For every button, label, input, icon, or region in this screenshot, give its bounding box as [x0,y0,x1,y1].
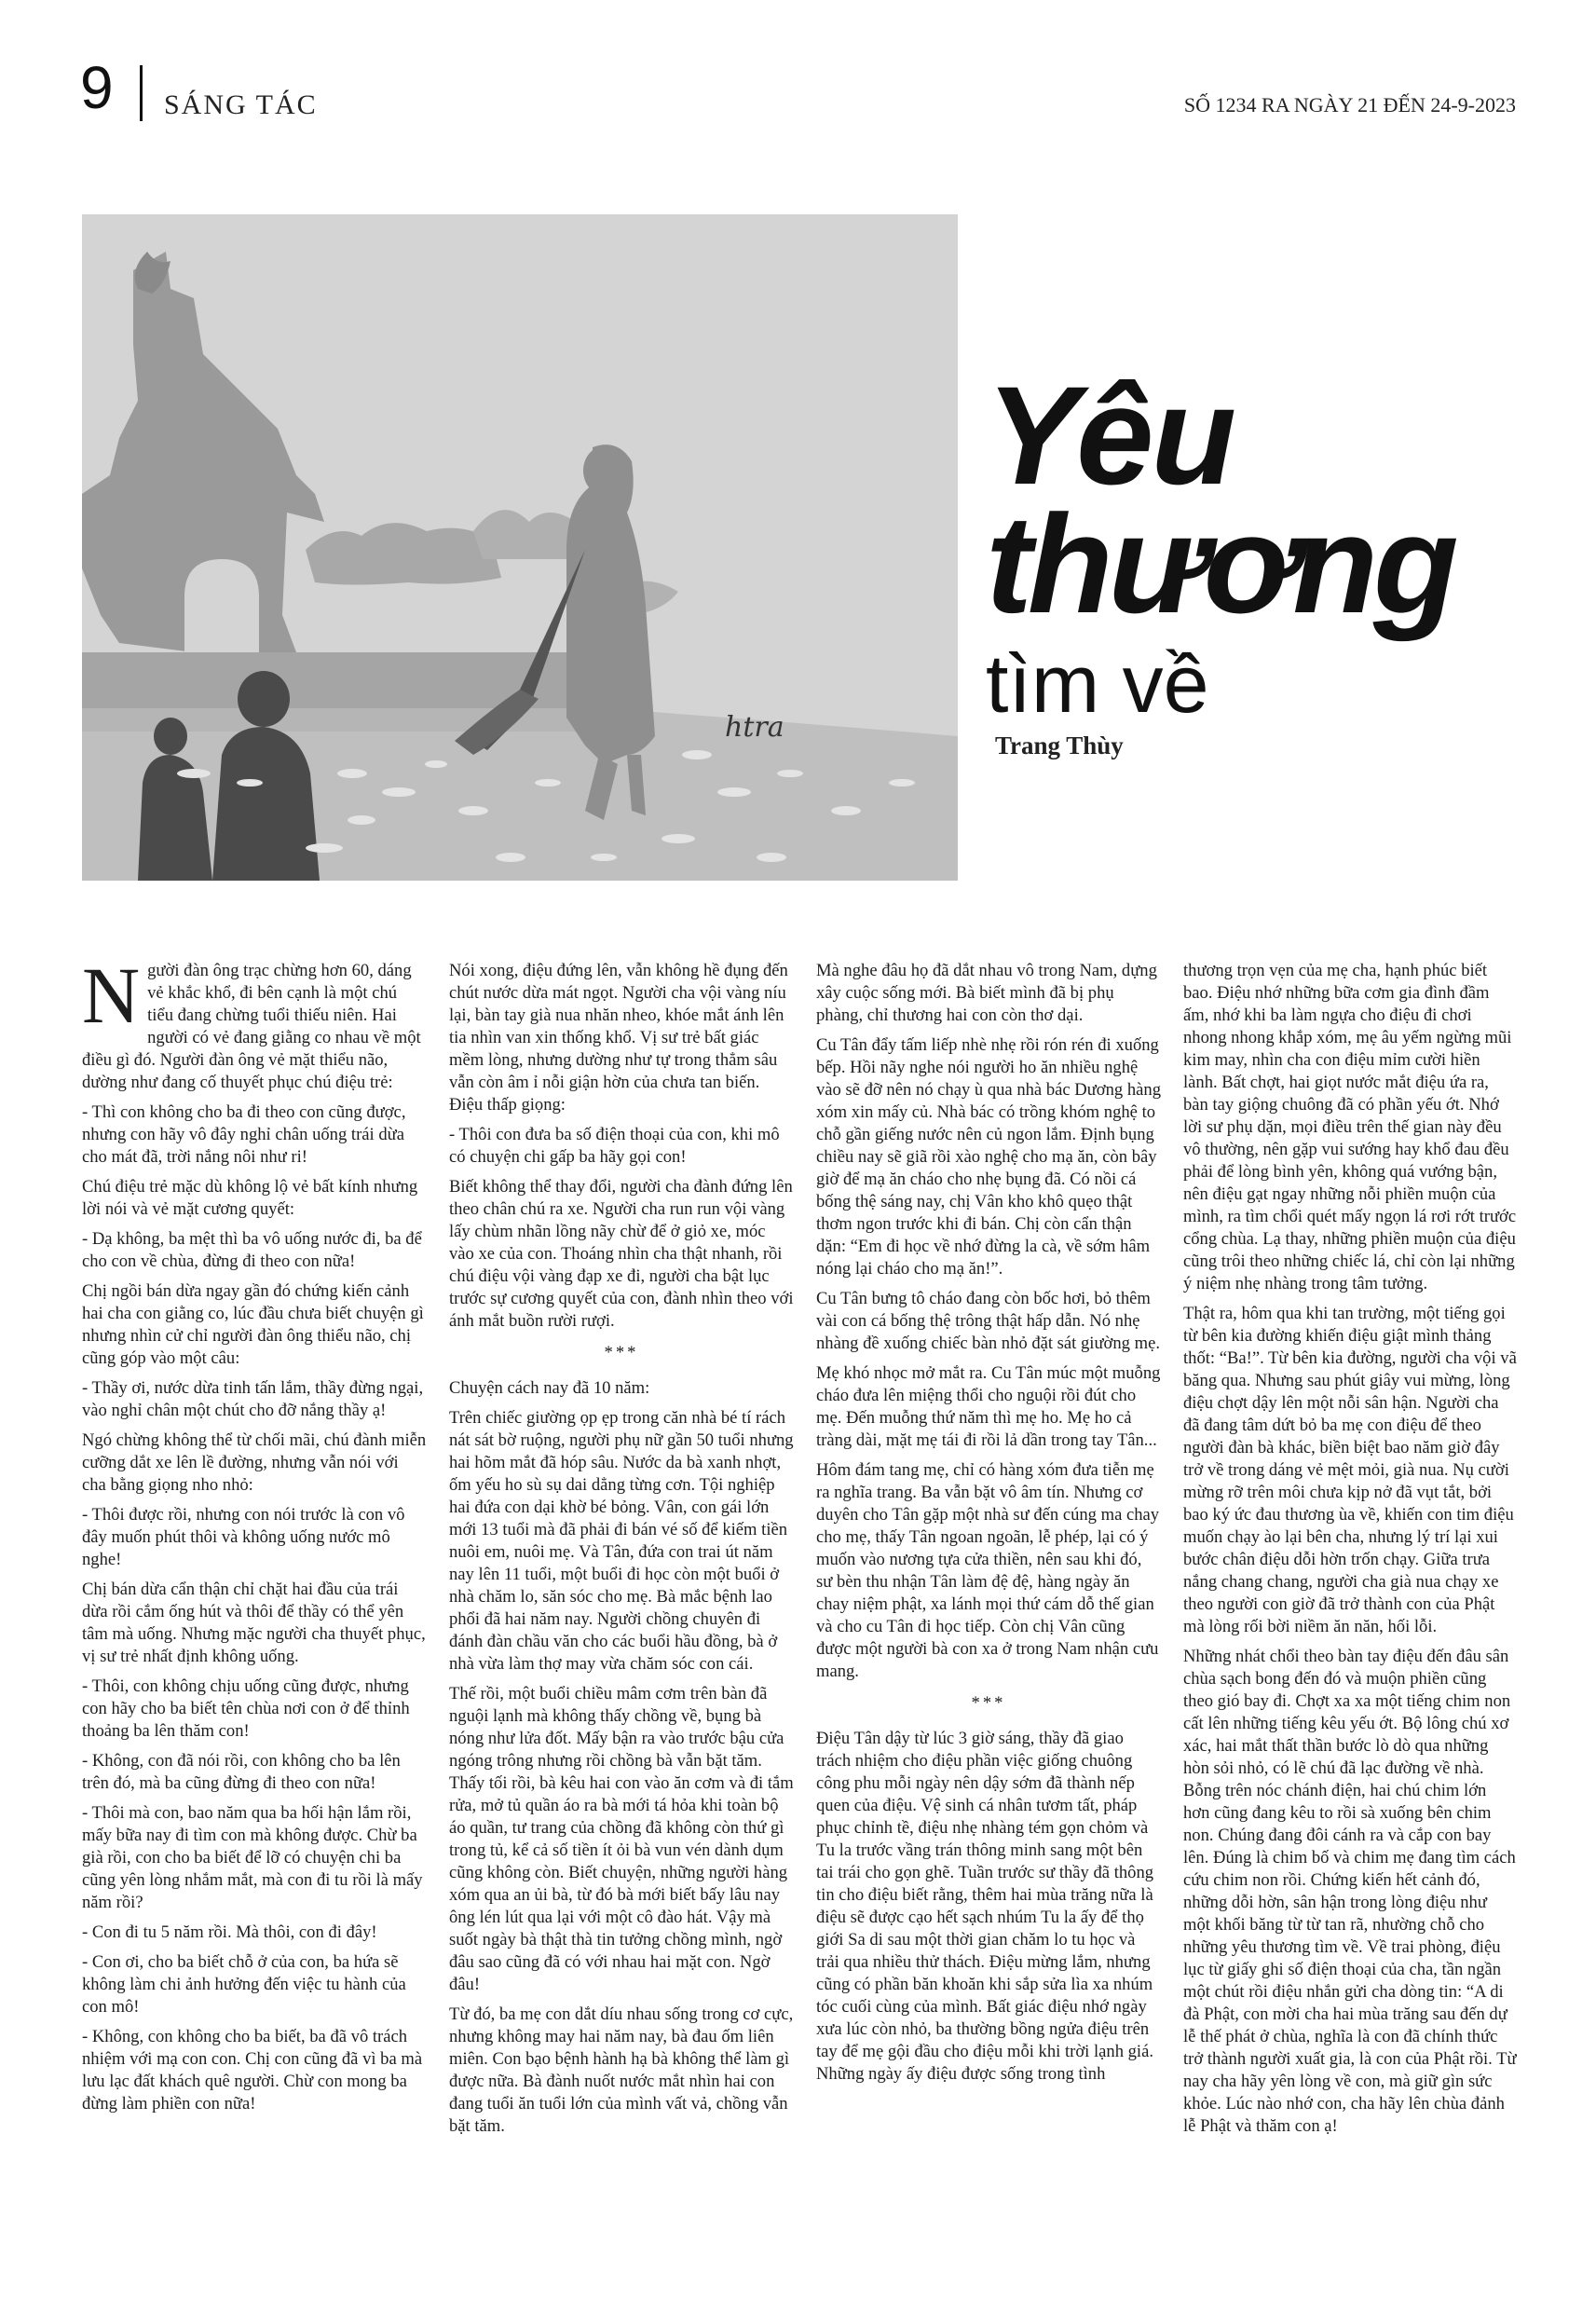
article-column-3 [816,960,1161,2093]
section-name: SÁNG TÁC [164,89,318,120]
paragraph: Những nhát chổi theo bàn tay điệu đến đâu sân chùa sạch bong đến đó và muộn phiền cũng theo gió bay đi. Chợt xa xa một tiếng chim non cất lên những tiếng kêu yếu ớt. Bộ lông chú xơ xác, hai mắt thất thần bước lò dò qua những hòn sỏi nhỏ, có lẽ chú đã lạc đường về nhà. Bỗng trên nóc chánh điện, hai chú chim lớn hơn cũng đang kêu to rồi sà xuống bên chim non. Chúng đang đôi cánh ra và cắp con bay lên. Đúng là chim bố và chim mẹ đang tìm cách cứu chim non rồi. Chứng kiến hết cảnh đó, những dỗi hờn, sân hận trong lòng điệu như một khối băng từ từ tan rã, nhường chỗ cho những yêu thương tìm về. Về trai phòng, điệu lục từ giấy ghi số điện thoại của cha, tần ngần một chút rồi điệu nhắn gửi cha dòng tin: “A di đà Phật, con mời cha hai mùa trăng sau đến dự lễ thế phát ở chùa, nghĩa là con đã chính thức trở thành người xuất gia, là con của Phật rồi. Từ nay cha hãy yên lòng về con, mà giữ gìn sức khỏe. Lúc nào nhớ con, cha hãy lên chùa đảnh lễ Phật và thăm con ạ! [1183,1647,1517,2136]
paragraph: - Thầy ơi, nước dừa tinh tấn lắm, thầy đừng ngại, vào nghỉ chân một chút cho đỡ nắng thầy ạ! [82,1378,424,1420]
title-line-3: tìm về [986,637,1209,730]
paragraph: - Thôi, con không chịu uống cũng được, nhưng con hãy cho ba biết tên chùa nơi con ở để thỉnh thoảng ba lên thăm con! [82,1676,410,1741]
paragraph: Từ đó, ba mẹ con dắt díu nhau sống trong cơ cực, nhưng không may hai năm nay, bà đau ốm liên miên. Con bạo bệnh hành hạ bà không thể làm gì được nữa. Bà đành nuốt nước mắt nhìn hai con đang tuổi ăn tuổi lớn của mình vất vả, chồng vẫn bặt tăm. [449,2004,794,2136]
article-column-1 [82,951,427,2123]
temple-sweeping-monk-illustration [82,214,958,881]
header-separator [140,65,143,121]
drop-cap: N [82,951,141,1040]
paragraph: Biết không thể thay đổi, người cha đành đứng lên theo chân chú ra xe. Người cha run run vội vàng lấy chùm nhãn lồng nãy chừ để ở giỏ xe, móc vào xe của con. Thoáng nhìn cha thật nhanh, rồi chú điệu vội vàng đạp xe đi, người cha bật lục trước sự cương quyết của con, đành nhìn theo với ánh mắt buồn rười rượi. [449,1177,794,1331]
paragraph: - Dạ không, ba mệt thì ba vô uống nước đi, ba để cho con về chùa, đừng đi theo con nữa! [82,1229,422,1271]
paragraph: Cu Tân đẩy tấm liếp nhè nhẹ rồi rón rén đi xuống bếp. Hồi nãy nghe nói người ho ăn nhiều nghệ vào sẽ đỡ nên nó chạy ù qua nhà bác Dương hàng xóm xin mấy củ. Nhà bác có trồng khóm nghệ to chỗ gần giếng nước nên củ ngon lắm. Định bụng chiều nay sẽ giã rồi xào nghệ cho mạ ăn, còn bây giờ để mạ ăn cháo cho nhẹ bụng đã. Có nồi cá bống thệ sáng nay, chị Vân kho khô quẹo thật thơm ngon trước khi đi bán. Chị còn cẩn thận dặn: “Em đi học về nhớ đừng la cà, về sớm hâm nóng lại cháo cho mạ ăn!”. [816,1035,1162,1279]
paragraph: Cu Tân bưng tô cháo đang còn bốc hơi, bỏ thêm vài con cá bống thệ trông thật hấp dẫn. Nó nhẹ nhàng đề xuống chiếc bàn nhỏ đặt sát giường mẹ. [816,1289,1160,1353]
paragraph: - Thì con không cho ba đi theo con cũng được, nhưng con hãy vô đây nghỉ chân uống trái dừa cho mát đã, trời nắng nôi như ri! [82,1102,406,1167]
illustration-signature: htra [725,711,784,744]
article-illustration [82,214,958,881]
paragraph: - Không, con đã nói rồi, con không cho ba lên trên đó, mà ba cũng đừng đi theo con nữa! [82,1751,401,1793]
paragraph: Trên chiếc giường ọp ẹp trong căn nhà bé tí rách nát sát bờ ruộng, người phụ nữ gần 50 tuổi nhưng hai hõm mắt đã hóp sâu. Nước da bà xanh nhợt, ốm yếu ho sù sụ dai dẳng từng cơn. Tội nghiệp hai đứa con dại khờ bé bỏng. Vân, con gái lớn mới 13 tuổi mà đã phải đi bán vé số để kiếm tiền nuôi em, nuôi mẹ. Và Tân, đứa con trai út năm nay lên 11 tuổi, một buổi đi học còn một buổi ở nhà chăm lo, săn sóc cho mẹ. Bà mắc bệnh lao phổi đã hai năm nay. Người chồng chuyên đi đánh đàn chầu văn cho các buổi hầu đồng, bà ở nhà vừa làm thợ may vừa chăm sóc con cái. [449,1408,794,1674]
article-title [986,357,1545,735]
title-line-1: Yêu [986,357,1235,513]
section-divider: *** [604,1343,639,1362]
section-divider: *** [971,1693,1006,1713]
issue-info: SỐ 1234 RA NGÀY 21 ĐẾN 24-9-2023 [1183,93,1516,116]
paragraph: Hôm đám tang mẹ, chỉ có hàng xóm đưa tiễn mẹ ra nghĩa trang. Ba vẫn bặt vô âm tín. Nhưng cơ duyên cho Tân gặp một nhà sư đến cúng ma chay cho mẹ, thấy Tân ngoan ngoãn, lễ phép, lại có ý muốn vào nương tựa cửa thiền, nên sau khi đó, sư bèn thu nhận Tân làm đệ đệ, hàng ngày ăn chay niệm phật, xa lánh mọi thứ cám dỗ thế gian và cho cu Tân đi học tiếp. Còn chị Vân cũng được một người bà con xa ở trong Nam nhận cưu mang. [816,1460,1160,1681]
paragraph: thương trọn vẹn của mẹ cha, hạnh phúc biết bao. Điệu nhớ những bữa cơm gia đình đầm ấm, nhớ khi ba làm ngựa cho điệu đi chơi nhong nhong khắp xóm, mẹ âu yếm ngừng mũi kim may, nhìn cha con điệu mỉm cười hiền lành. Bất chợt, hai giọt nước mắt điệu ứa ra, bàn tay giộng chuông đã có phần yếu ớt. Nhớ lời sư phụ dặn, mọi điều trên thế gian này đều vô thường, nên gặp vui sướng hay khổ đau đều phải để lòng bình yên, không quá vướng bận, nên điệu gạt ngay những nỗi phiền muộn của mình, ra tìm chổi quét mấy ngọn lá rơi rớt trước cổng chùa. Lạ thay, những phiền muộn của điệu cũng trôi theo những chiếc lá, chỉ còn lại những ý niệm nhẹ nhàng trong tâm tưởng. [1183,961,1517,1293]
paragraph: Thế rồi, một buổi chiều mâm cơm trên bàn đã nguội lạnh mà không thấy chồng về, bụng bà nóng như lửa đốt. Mấy bận ra vào trước bậu cửa ngóng trông nhưng rồi chồng bà vẫn bặt tăm. Thấy tối rồi, bà kêu hai con vào ăn cơm và đi tắm rửa, mở tủ quần áo ra bà mới tá hỏa khi toàn bộ áo quần, tư trang của chồng đã không còn thứ gì trong tủ, kể cả số tiền ít ỏi bà vun vén dành dụm cũng không còn. Biết chuyện, những người hàng xóm qua an ủi bà, từ đó bà mới biết bấy lâu nay ông lén lút qua lại với một cô đào hát. Vậy mà suốt ngày bà thật thà tin tưởng chồng mình, ngờ đâu sao cũng đã có với nhau hai mặt con. Ngờ đâu! [449,1684,794,1994]
paragraph: Thật ra, hôm qua khi tan trường, một tiếng gọi từ bên kia đường khiến điệu giật mình thảng thốt: “Ba!”. Từ bên kia đường, người cha vội vã băng qua. Nhưng sau phút giây vui mừng, lòng điệu chợt dậy lên một nỗi sân hận. Người cha đã đang tâm dứt bỏ ba mẹ con điệu để theo người đàn bà khác, biền biệt bao năm giờ đây trở về trong dáng vẻ mệt mỏi, già nua. Nụ cười mừng rỡ trên môi chưa kịp nở đã vụt tắt, bởi bao ký ức đau thương ùa về, khiến con tim điệu muốn chạy ào lại bên cha, nhưng lý trí lại xui bước chân điệu dỗi hờn trốn chạy. Giữa trưa nắng chang chang, người cha già nua chạy xe theo người con giờ đã trở thành con của Phật mà lòng rối bời niềm ăn năn, hối lỗi. [1183,1304,1517,1636]
paragraph: Chú điệu trẻ mặc dù không lộ vẻ bất kính nhưng lời nói và vẻ mặt cương quyết: [82,1177,418,1219]
paragraph: - Thôi được rồi, nhưng con nói trước là con vô đây muốn phút thôi và không uống nước mô nghe! [82,1505,405,1569]
article-column-4 [1183,960,1517,2145]
paragraph: Người đàn ông trạc chừng hơn 60, dáng vẻ khắc khổ, đi bên cạnh là một chú tiểu đang chừng tuổi thiếu niên. Hai người có vẻ đang giằng co nhau về một điều gì đó. Người đàn ông vẻ mặt thiểu não, dường như đang cố thuyết phục chú điệu trẻ: [82,951,421,1092]
paragraph: - Thôi con đưa ba số điện thoại của con, khi mô có chuyện chi gấp ba hãy gọi con! [449,1125,780,1167]
paragraph: Chị ngồi bán dừa ngay gần đó chứng kiến cảnh hai cha con giằng co, lúc đầu chưa biết chuyện gì nhưng nhìn cử chỉ người đàn ông thiểu não, chị cũng góp vào một câu: [82,1281,424,1368]
paragraph: Mà nghe đâu họ đã dắt nhau vô trong Nam, dựng xây cuộc sống mới. Bà biết mình đã bị phụ phàng, chỉ thương hai con còn thơ dại. [816,961,1157,1025]
paragraph: - Con đi tu 5 năm rồi. Mà thôi, con đi đây! [82,1922,377,1942]
page-header [0,0,1596,140]
article-column-2 [449,960,794,2145]
paragraph: Điệu Tân dậy từ lúc 3 giờ sáng, thầy đã giao trách nhiệm cho điệu phần việc giống chuông công phu mỗi ngày nên dậy sớm đã thành nếp quen của điệu. Vệ sinh cá nhân tươm tất, pháp phục chỉnh tề, điệu nhẹ nhàng tém gọn chỏm và Tu la trước vầng trán thông minh sang một bên tai trái cho gọn ghẽ. Tuần trước sư thầy đã thông tin cho điệu biết rằng, thêm hai mùa trăng nữa là điệu sẽ được cạo hết sạch nhúm Tu la ấy để thọ giới Sa di sau một thời gian chăm lo tu học và trải qua nhiều thử thách. Điệu mừng lắm, nhưng cũng có phần băn khoăn khi sắp sửa lìa xa nhúm tóc cuối cùng của mình. Bất giác điệu nhớ ngày xưa lúc còn nhỏ, ba thường bồng ngửa điệu trên tay để mẹ gội đầu cho điệu mỗi khi trời lạnh giá. Những ngày ấy điệu được sống trong tình [816,1729,1154,2084]
paragraph: Nói xong, điệu đứng lên, vẫn không hề đụng đến chút nước dừa mát ngọt. Người cha vội vàng níu lại, bàn tay già nua nhăn nheo, khóe mắt ánh lên tia nhìn van xin thống khổ. Vị sư trẻ bất giác mềm lòng, nhưng dường như tự trong thẳm sâu vẫn còn âm ỉ nỗi giận hờn của chưa tan biến. Điệu thấp giọng: [449,961,788,1115]
paragraph: Ngó chừng không thể từ chối mãi, chú đành miễn cưỡng dắt xe lên lề đường, nhưng vẫn nói với cha bằng giọng nho nhỏ: [82,1430,427,1495]
page-number: 9 [80,54,114,121]
paragraph: Mẹ khó nhọc mở mắt ra. Cu Tân múc một muỗng cháo đưa lên miệng thổi cho nguội rồi đút cho mẹ. Đến muỗng thứ năm thì mẹ ho. Mẹ ho cả tràng dài, mặt mẹ tái đi rồi lả dần trong tay Tân... [816,1363,1161,1450]
paragraph: Chuyện cách nay đã 10 năm: [449,1378,650,1398]
paragraph: - Không, con không cho ba biết, ba đã vô trách nhiệm với mạ con con. Chị con cũng đã vì ba mà lưu lạc đất khách quê người. Chừ con mong ba đừng làm phiền con nữa! [82,2027,423,2114]
title-line-2: thương [986,486,1454,642]
paragraph: - Thôi mà con, bao năm qua ba hối hận lắm rồi, mấy bữa nay đi tìm con mà không được. Chừ ba già rồi, con cho ba biết để lỡ có chuyện chi ba cũng yên lòng nhắm mắt, mà con đi tu rồi là mấy năm rồi? [82,1803,423,1912]
author-name: Trang Thùy [995,732,1124,759]
paragraph: Chị bán dừa cẩn thận chỉ chặt hai đầu của trái dừa rồi cắm ống hút và thôi để thầy có thể yên tâm mà uống. Nhưng mặc người cha thuyết phục, vị sư trẻ nhất định không uống. [82,1580,426,1666]
paragraph: - Con ơi, cho ba biết chỗ ở của con, ba hứa sẽ không làm chi ảnh hưởng đến việc tu hành của con mô! [82,1952,406,2017]
